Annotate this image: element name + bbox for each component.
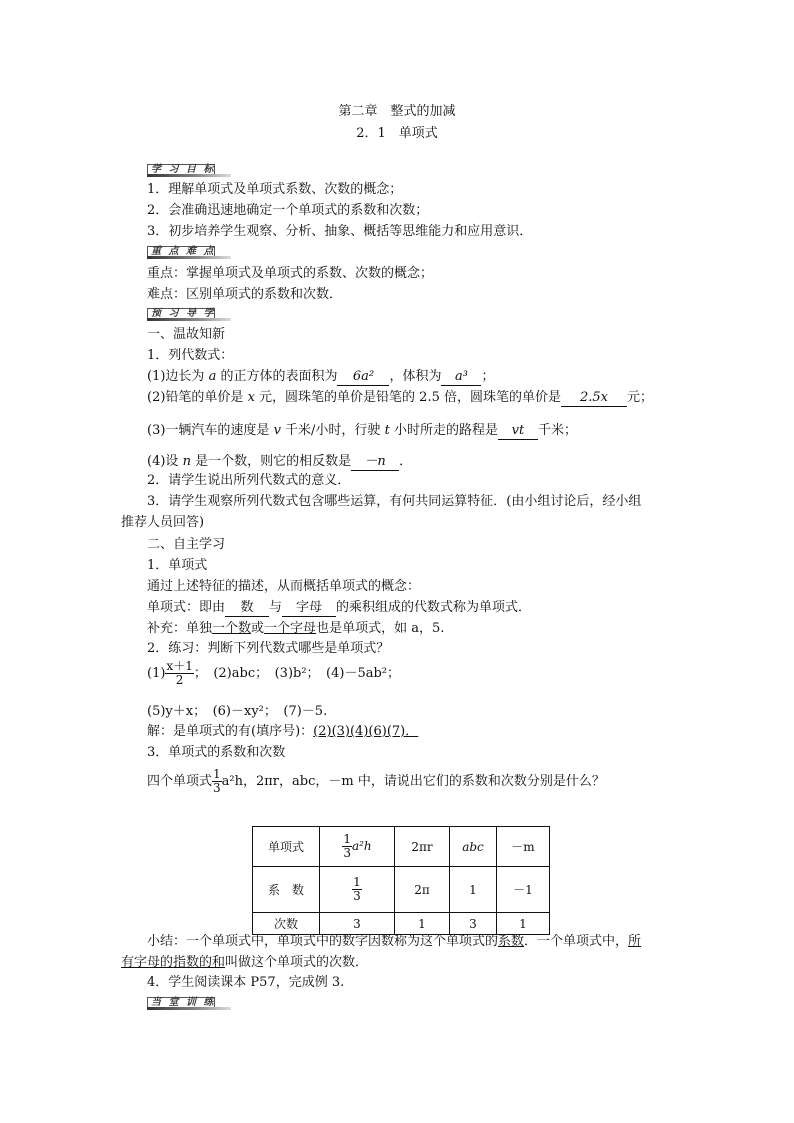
s2-label: 2．练习：判断下列代数式哪些是单项式？ <box>147 641 390 656</box>
table-row <box>253 867 550 913</box>
q1-label: 1．列代数式： <box>147 348 234 363</box>
table-cell: －m <box>497 827 550 867</box>
keypoints-badge: 重 点 难 点 <box>147 246 231 259</box>
q1c: (3)一辆汽车的速度是 v 千米/小时，行驶 t 小时所走的路程是 vt 千米； <box>147 423 577 438</box>
practice-badge: 当 堂 训 练 <box>147 997 231 1010</box>
table-cell: 1 <box>450 867 497 913</box>
table-cell: －1 <box>497 867 550 913</box>
table-cell: 2πr <box>395 827 450 867</box>
key-point: 重点：掌握单项式及单项式的系数、次数的概念； <box>147 266 434 281</box>
table-row <box>253 827 550 867</box>
goal-3: 3．初步培养学生观察、分析、抽象、概括等思维能力和应用意识． <box>147 224 533 239</box>
table-cell: 系 数 <box>253 867 320 913</box>
fraction: $\frac{1}{3}$ <box>213 767 221 795</box>
table-cell: 次数 <box>253 913 320 935</box>
goal-1: 1．理解单项式及单项式系数、次数的概念； <box>147 182 403 197</box>
table-cell: 1 <box>497 913 550 935</box>
q1a: (1)边长为 a 的正方体的表面积为 6a² ，体积为 a³ ； <box>147 369 495 384</box>
exercise-row2: (5)y＋x； (6)－xy²； (7)－5. <box>147 704 328 719</box>
answer-blank: 字母 <box>282 600 336 617</box>
table-cell: 3 <box>320 913 395 935</box>
s1-intro: 通过上述特征的描述，从而概括单项式的概念： <box>147 579 421 594</box>
q4: 四个单项式 $\frac{1}{3}$ a²h，2πr，abc，－m 中，请说出它们的系数和次数分别是什么？ <box>147 767 605 795</box>
q3-line2: 推荐人员回答) <box>121 515 205 530</box>
fraction: $\frac{x+1}{2}$ <box>166 659 193 687</box>
goals-badge: 学 习 目 标 <box>147 164 231 177</box>
table-cell: $\frac{1}{3}$ a²h <box>320 827 395 867</box>
table-cell: 2π <box>395 867 450 913</box>
exercise-row1: (1) $\frac{x+1}{2}$ ； (2)abc； (3)b²； (4)－5ab²； <box>147 659 401 687</box>
summary-line2: 有字母的指数的和叫做这个单项式的次数． <box>121 955 369 970</box>
section2-heading: 二、自主学习 <box>147 537 226 552</box>
s1-label: 1．单项式 <box>147 558 208 573</box>
s3-label: 3．单项式的系数和次数 <box>147 745 286 760</box>
difficult-point: 难点：区别单项式的系数和次数． <box>147 287 343 302</box>
q1d: (4)设 n 是一个数，则它的相反数是 －n ． <box>147 454 413 469</box>
preview-badge: 预 习 导 学 <box>147 308 231 321</box>
q1b: (2)铅笔的单价是 x 元，圆珠笔的单价是铅笔的 2.5 倍，圆珠笔的单价是 2.5x 元； <box>147 390 653 405</box>
answer-blank: vt <box>498 423 538 440</box>
table-cell: $\frac{1}{3}$ <box>320 867 395 913</box>
answer-blank: 数 <box>225 600 269 617</box>
exercise-answer: 解：是单项式的有(填序号)：(2)(3)(4)(6)(7)． <box>147 724 419 739</box>
table-cell: 1 <box>395 913 450 935</box>
q3-line1: 3．请学生观察所列代数式包含哪些运算，有何共同运算特征．(由小组讨论后，经小组 <box>147 494 642 509</box>
q2: 2．请学生说出所列代数式的意义． <box>147 473 351 488</box>
summary-line1: 小结：一个单项式中，单项式中的数字因数称为这个单项式的系数．一个单项式中，所 <box>147 934 642 949</box>
table-cell: 3 <box>450 913 497 935</box>
answer-blank: 2.5x <box>561 390 627 407</box>
section-title: 2．1 单项式 <box>356 126 438 141</box>
goal-2: 2．会准确迅速地确定一个单项式的系数和次数； <box>147 203 429 218</box>
s4-label: 4．学生阅读课本 P57，完成例 3. <box>147 975 345 990</box>
page-title: 第二章 整式的加减 <box>338 104 456 119</box>
answer-blank: －n <box>351 454 399 471</box>
table-cell: 单项式 <box>253 827 320 867</box>
answer-blank: a³ <box>441 369 481 386</box>
supplement: 补充：单独一个数或一个字母也是单项式，如 a，5. <box>147 621 445 636</box>
section1-heading: 一、温故知新 <box>147 327 226 342</box>
answer-blank: 6a² <box>337 369 389 386</box>
coef-degree-table <box>252 826 550 935</box>
table-cell: abc <box>450 827 497 867</box>
definition: 单项式：即由 数 与 字母 的乘积组成的代数式称为单项式． <box>147 600 532 615</box>
